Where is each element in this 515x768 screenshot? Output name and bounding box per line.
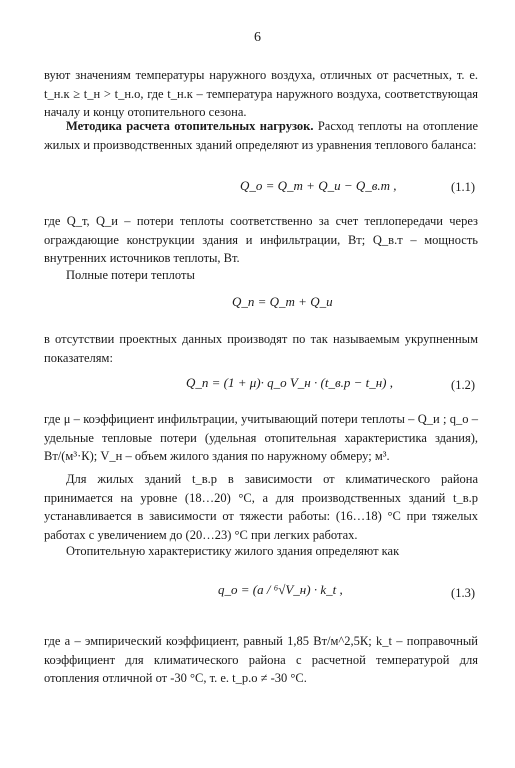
equation-1-3-number: (1.3) [451,586,475,600]
equation-1-2-number: (1.2) [451,378,475,392]
equation-1-1-number: (1.1) [451,180,475,194]
paragraph-4: Полные потери теплоты [66,268,195,282]
paragraph-2 [44,117,478,154]
equation-heat-loss: Q_п = Q_т + Q_и [232,294,333,309]
equation-1-2: Q_п = (1 + μ)· q_о V_н · (t_в.р − t_н) , [186,375,394,390]
paragraph-3: где Q_т, Q_и – потери теплоты соответственно за счет теплопередачи через ограждающие конструкции здания и инфильтрации, Вт; Q_в.т – мощность внутренних источников теплоты, Вт. [44,214,478,265]
paragraph-6: где μ – коэффициент инфильтрации, учитывающий потери теплоты – Q_и ; q_о – удельные тепловые потери (удельная отопительная характеристика здания), Вт/(м³·К); V_н – объем жилого здания по наружному обмеру; м³. [44,412,478,463]
equation-1-1: Q_о = Q_т + Q_и − Q_в.т , [240,178,397,193]
paragraph-8: Отопительную характеристику жилого здания определяют как [66,544,400,558]
paragraph-2-text: Расход теплоты на отопление жилых и производственных зданий определяют из уравнения теплового баланса: [44,119,478,152]
page-number: 6 [254,30,261,45]
paragraph-1: вуют значениям температуры наружного воздуха, отличных от расчетных, т. е. t_н.к ≥ t_н > t_н.о, где t_н.к – температура наружного воздуха, соответствующая началу и концу отопительного сезона. [44,68,478,119]
paragraph-5: в отсутствии проектных данных производят по так называемым укрупненным показателям: [44,332,478,365]
paragraph-7: Для жилых зданий t_в.р в зависимости от климатического района принимается на уровне (18…20) °С, а для производственных зданий t_в.р устанавливается в зависимости от тяжести работы: (16…18) °С при тяжелых работах с увеличением до (20…23) °С при легких работах. [44,472,478,542]
section-title: Методика расчета отопительных нагрузок. [66,119,314,133]
equation-1-3: q_о = (a / ⁶√V_н) · k_t , [218,582,343,597]
paragraph-9: где a – эмпирический коэффициент, равный 1,85 Вт/м^2,5К; k_t – поправочный коэффициент для климатического района с расчетной температурой для отопления отличной от -30 °С, т. е. t_р.о ≠ -30 °С. [44,634,478,685]
